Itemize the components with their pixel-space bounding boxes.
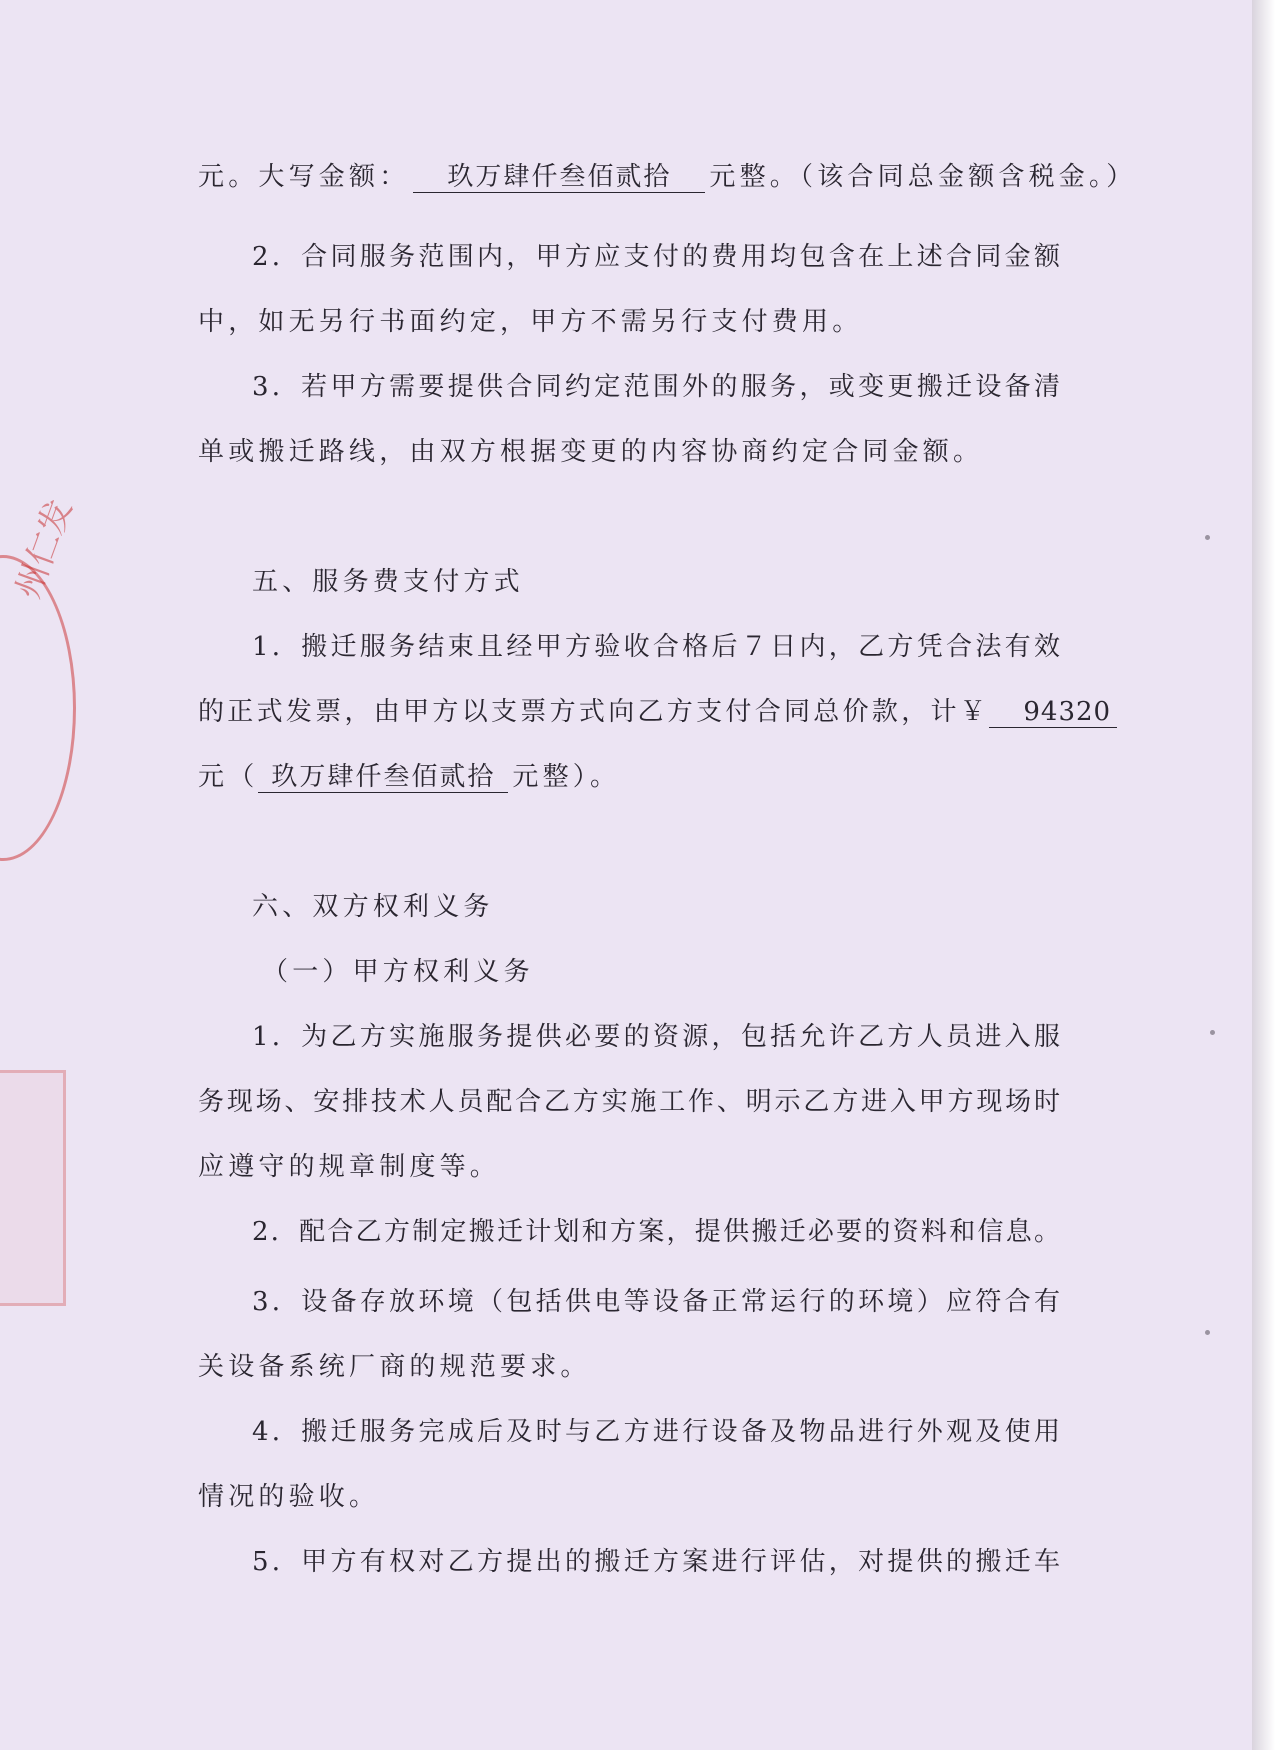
text-line: 关设备系统厂商的规范要求。	[198, 1352, 591, 1382]
seal-stamp-text: 州仁发	[8, 494, 81, 604]
scan-edge	[1252, 0, 1275, 1750]
text-segment: 元整）。	[512, 762, 621, 792]
text-segment: 的正式发票，由甲方以支票方式向乙方支付合同总价款，计￥	[198, 697, 990, 727]
text-line: 务现场、安排技术人员配合乙方实施工作、明示乙方进入甲方现场时	[198, 1087, 1060, 1117]
text-line	[198, 160, 1137, 194]
text-line: 2．合同服务范围内，甲方应支付的费用均包含在上述合同金额	[252, 242, 1060, 272]
scan-speck	[1205, 535, 1210, 540]
section-heading: 六、双方权利义务	[252, 892, 494, 922]
amount-words-fill: 玖万肆仟叁佰贰拾	[413, 162, 705, 193]
text-line: 5．甲方有权对乙方提出的搬迁方案进行评估，对提供的搬迁车	[252, 1547, 1060, 1577]
text-line: 2．配合乙方制定搬迁计划和方案，提供搬迁必要的资料和信息。	[252, 1217, 1060, 1247]
text-line: 应遵守的规章制度等。	[198, 1152, 501, 1182]
text-segment: 元（	[198, 762, 259, 792]
text-line	[198, 695, 1112, 729]
text-line: 4．搬迁服务完成后及时与乙方进行设备及物品进行外观及使用	[252, 1417, 1060, 1447]
text-line: 单或搬迁路线，由双方根据变更的内容协商约定合同金额。	[198, 437, 984, 467]
seal-stamp-faint	[0, 1070, 66, 1306]
text-line: 1．为乙方实施服务提供必要的资源，包括允许乙方人员进入服	[252, 1022, 1060, 1052]
text-line: 3．设备存放环境（包括供电等设备正常运行的环境）应符合有	[252, 1287, 1060, 1317]
scan-speck	[1210, 1030, 1215, 1035]
amount-words-fill: 玖万肆仟叁佰贰拾	[258, 762, 508, 793]
text-line: 1．搬迁服务结束且经甲方验收合格后７日内，乙方凭合法有效	[252, 632, 1060, 662]
section-heading: 五、服务费支付方式	[252, 567, 524, 597]
text-segment: 元整。（该合同总金额含税金。）	[709, 162, 1137, 192]
amount-figure-fill: 94320	[989, 697, 1117, 728]
scan-speck	[1205, 1330, 1210, 1335]
text-segment: 元。大写金额：	[198, 162, 410, 192]
text-line	[198, 760, 1060, 794]
text-line: 3．若甲方需要提供合同约定范围外的服务，或变更搬迁设备清	[252, 372, 1060, 402]
text-line: 中，如无另行书面约定，甲方不需另行支付费用。	[198, 307, 863, 337]
text-line: 情况的验收。	[198, 1482, 380, 1512]
subsection-heading: （一）甲方权利义务	[262, 957, 534, 987]
